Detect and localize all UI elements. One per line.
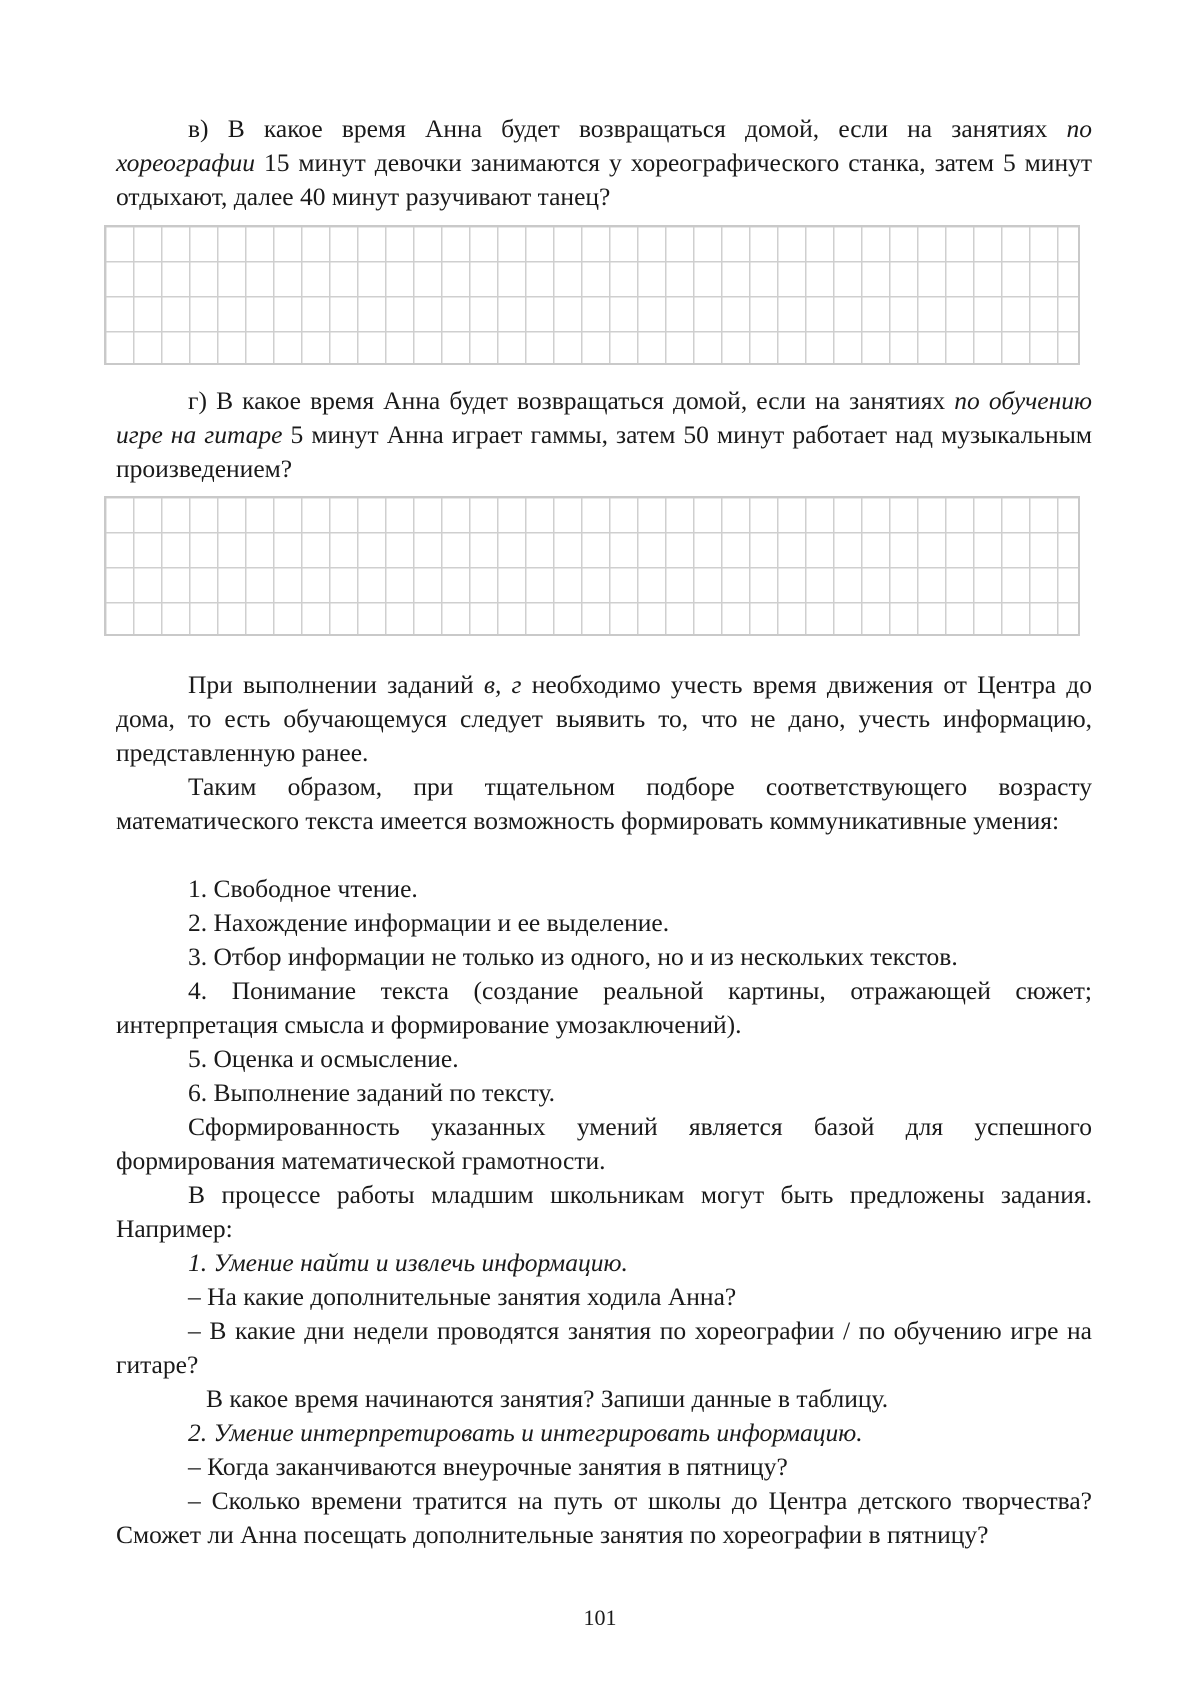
skill-item: 1. Свободное чтение.	[188, 874, 418, 903]
section1-question: – На какие дополнительные занятия ходила Анна?	[188, 1282, 737, 1311]
note-italic: в, г	[483, 670, 522, 699]
skill-item: 2. Нахождение информации и ее выделение.	[188, 908, 670, 937]
task-v-lead: в) В какое время Анна будет возвращаться домой, если на занятиях	[188, 114, 1067, 143]
task-v-paragraph	[116, 112, 1092, 214]
section1-question: – В какие дни недели проводятся занятия по хореографии / по обучению игре на гитаре?	[116, 1316, 1092, 1379]
skill-item: 3. Отбор информации не только из одного, но и из нескольких текстов.	[188, 942, 958, 971]
answer-grid-v[interactable]	[104, 225, 1080, 365]
process-paragraph: В процессе работы младшим школьникам могут быть предложены задания. Например:	[116, 1180, 1092, 1243]
conclusion-paragraph: Таким образом, при тщательном подборе соответствующего возрасту математического текста имеется возможность формировать коммуникативные умения:	[116, 772, 1092, 835]
task-g-paragraph	[116, 384, 1092, 486]
section2-question: – Сколько времени тратится на путь от школы до Центра детского творчества? Сможет ли Анна посещать дополнительные занятия по хореографии в пятницу?	[116, 1486, 1092, 1549]
note-paragraph	[116, 668, 1092, 770]
skill-item: 6. Выполнение заданий по тексту.	[188, 1078, 556, 1107]
task-v-rest: 15 минут девочки занимаются у хореографического станка, затем 5 минут отдыхают, далее 40 минут разучивают танец?	[116, 148, 1092, 211]
section2-question: – Когда заканчиваются внеурочные занятия в пятницу?	[188, 1452, 788, 1481]
answer-grid-g[interactable]	[104, 496, 1080, 636]
task-g-italic: по обучению игре на гитаре	[116, 386, 1092, 449]
section1-title: 1. Умение найти и извлечь информацию.	[188, 1248, 628, 1277]
skill-item: 5. Оценка и осмысление.	[188, 1044, 459, 1073]
section2-title: 2. Умение интерпретировать и интегрировать информацию.	[188, 1418, 863, 1447]
note-rest: необходимо учесть время движения от Центра до дома, то есть обучающемуся следует выявить то, что не дано, учесть информацию, представленную ранее.	[116, 670, 1092, 767]
section1-question: В какое время начинаются занятия? Запиши данные в таблицу.	[206, 1384, 889, 1413]
task-g-rest: 5 минут Анна играет гаммы, затем 50 минут работает над музыкальным произведением?	[116, 420, 1092, 483]
task-g-lead: г) В какое время Анна будет возвращаться домой, если на занятиях	[188, 386, 955, 415]
basis-paragraph: Сформированность указанных умений является базой для успешного формирования математической грамотности.	[116, 1112, 1092, 1175]
page-number: 101	[583, 1605, 617, 1630]
note-lead: При выполнении заданий	[188, 670, 484, 699]
task-v-italic: по хореографии	[116, 114, 1092, 177]
skill-item: 4. Понимание текста (создание реальной картины, отражающей сюжет; интерпретация смысла и формирование умозаключений).	[116, 976, 1092, 1039]
